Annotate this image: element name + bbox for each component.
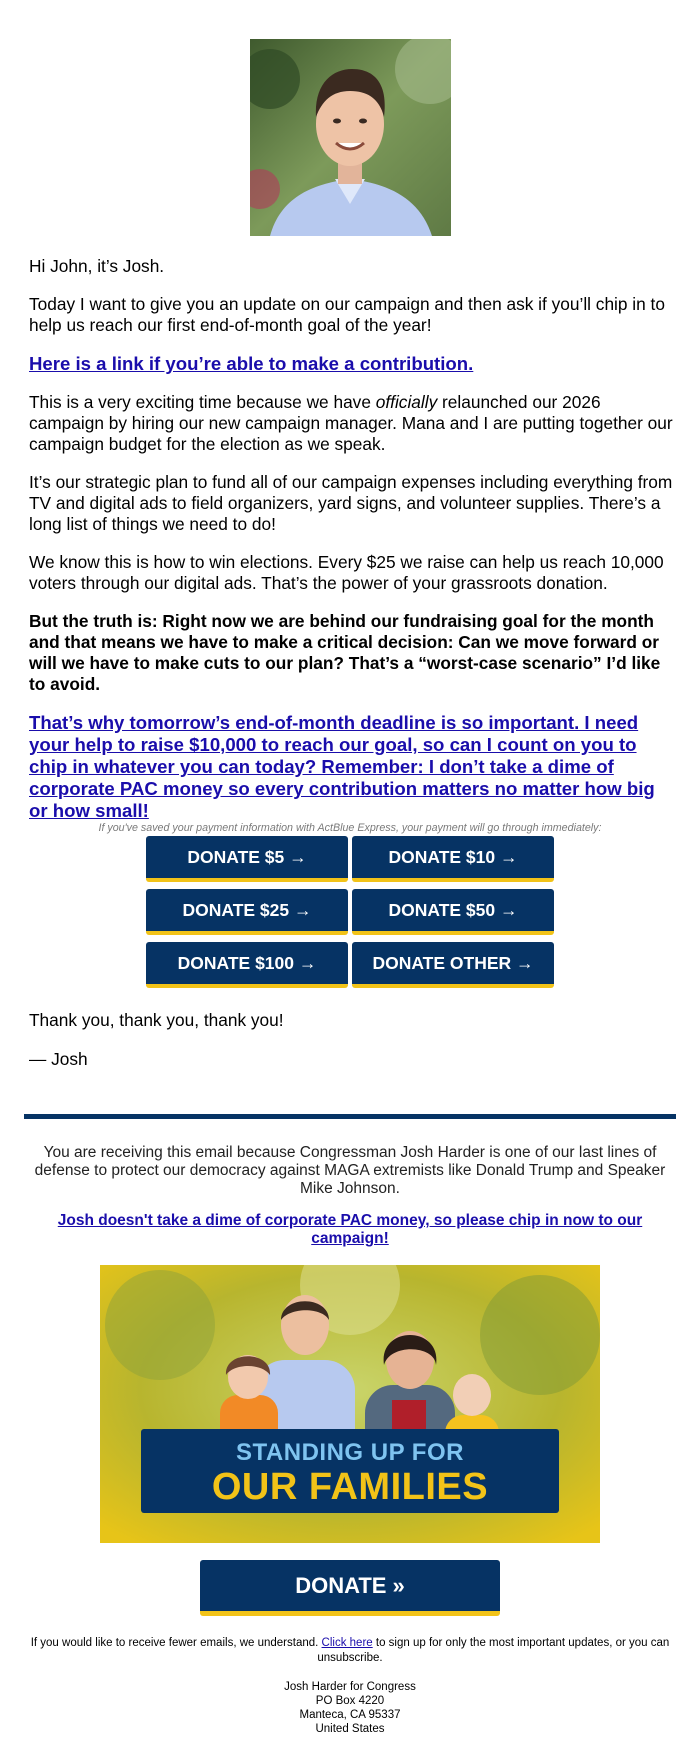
- relaunch-text-b: relaunched our 2026 campaign by hiring our new campaign manager. Mana and I are putting together our campaign budget for the election as we speak.: [29, 392, 673, 454]
- donate-25-button[interactable]: DONATE $25 →: [146, 889, 348, 935]
- footer-pac-link-wrap: [40, 1212, 660, 1248]
- truth-paragraph: But the truth is: Right now we are behind our fundraising goal for the month and that means we have to make a critical decision: Can we move forward or will we have to make cuts to our plan? That’s a “worst-case scenario” I’d like to avoid.: [29, 611, 661, 694]
- elections-paragraph: We know this is how to win elections. Every $25 we raise can help us reach 10,000 voters through our digital ads. That’s the power of your grassroots donation.: [29, 552, 664, 593]
- mailing-address: [0, 1680, 700, 1736]
- unsub-text-b: to sign up for only the most important updates, or you can unsubscribe.: [317, 1637, 670, 1664]
- banner-top-text: STANDING UP FOR: [236, 1439, 464, 1466]
- signoff-text: — Josh: [29, 1049, 88, 1069]
- deadline-link[interactable]: That’s why tomorrow’s end-of-month deadline is so important. I need your help to raise $10,000 to reach our goal, so can I count on you to chip in whatever you can today? Remember: I don’t take a dime of corporate PAC money so every contribution matters no matter how big or how small!: [29, 712, 655, 821]
- address-line-country: United States: [315, 1723, 385, 1735]
- donate-main-button[interactable]: DONATE »: [200, 1560, 500, 1616]
- thanks-text: Thank you, thank you, thank you!: [29, 1010, 284, 1030]
- actblue-note: If you've saved your payment information with ActBlue Express, your payment will go through immediately:: [98, 822, 602, 834]
- footer-pac-link[interactable]: Josh doesn't take a dime of corporate PAC money, so please chip in now to our campaign!: [57, 1212, 643, 1247]
- unsubscribe-text: [20, 1636, 680, 1666]
- candidate-portrait: [250, 39, 451, 236]
- contribution-link[interactable]: Here is a link if you’re able to make a contribution.: [29, 353, 474, 374]
- address-line-city: Manteca, CA 95337: [299, 1709, 401, 1721]
- strategy-paragraph: It’s our strategic plan to fund all of our campaign expenses including everything from TV and digital ads to field organizers, yard signs, and volunteer supplies. There’s a long list of things we need to do!: [29, 472, 673, 534]
- relaunch-paragraph: [29, 392, 673, 455]
- footer-divider: [24, 1114, 676, 1119]
- greeting: Hi John, it’s Josh.: [29, 256, 165, 276]
- unsub-text-a: If you would like to receive fewer emails, we understand.: [30, 1637, 322, 1649]
- relaunch-text-a: This is a very exciting time because we have: [29, 392, 376, 412]
- contribution-link-paragraph: [29, 353, 673, 375]
- address-line-org: Josh Harder for Congress: [284, 1681, 416, 1693]
- families-banner: [141, 1429, 559, 1513]
- email-body: [29, 256, 673, 822]
- intro-paragraph: Today I want to give you an update on our campaign and then ask if you’ll chip in to help us reach our first end-of-month goal of the year!: [29, 294, 665, 335]
- donate-50-button[interactable]: DONATE $50 →: [352, 889, 554, 935]
- fewer-emails-link[interactable]: Click here: [321, 1637, 373, 1649]
- donate-100-button[interactable]: DONATE $100 →: [146, 942, 348, 988]
- donate-10-button[interactable]: DONATE $10 →: [352, 836, 554, 882]
- donate-5-button[interactable]: DONATE $5 →: [146, 836, 348, 882]
- family-photo-banner[interactable]: [100, 1265, 600, 1543]
- deadline-link-paragraph: [29, 712, 673, 822]
- footer-reason: You are receiving this email because Congressman Josh Harder is one of our last lines of defense to protect our democracy against MAGA extremists like Donald Trump and Speaker Mike Johnson.: [34, 1144, 666, 1197]
- address-line-po: PO Box 4220: [315, 1695, 385, 1707]
- banner-bottom-text: OUR FAMILIES: [211, 1466, 489, 1508]
- donate-button-grid: [146, 836, 554, 988]
- relaunch-emphasis: officially: [375, 392, 438, 412]
- donate-other-button[interactable]: DONATE OTHER →: [352, 942, 554, 988]
